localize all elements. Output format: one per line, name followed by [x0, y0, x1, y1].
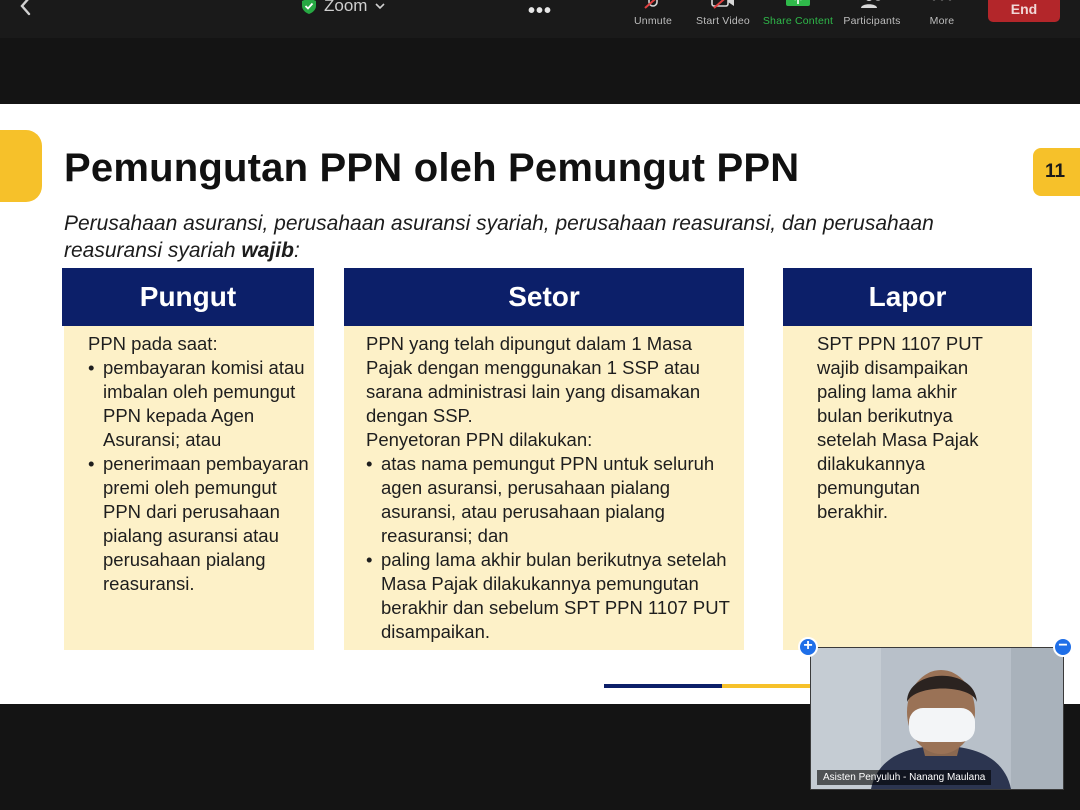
list-item: • pembayaran komisi atau imbalan oleh pemungut PPN kepada Agen Asuransi; atau: [88, 356, 310, 452]
decorative-bar-yellow: [722, 684, 812, 688]
column-setor: [344, 268, 744, 650]
column-heading-pungut: Pungut: [62, 268, 314, 326]
pungut-list: [88, 356, 310, 596]
share-screen-icon: [786, 0, 810, 10]
slide-accent-tab: [0, 130, 42, 202]
column-heading-setor: Setor: [344, 268, 744, 326]
start-video-button[interactable]: [692, 0, 754, 34]
shield-check-icon: [302, 0, 316, 14]
slide-intro: [64, 210, 1004, 264]
lapor-body: SPT PPN 1107 PUT wajib disampaikan paling lama akhir bulan berikutnya setelah Masa Pajak dilakukannya pemungutan berakhir.: [817, 333, 983, 522]
column-heading-lapor: Lapor: [783, 268, 1032, 326]
more-dots-icon: [930, 0, 954, 4]
chevron-down-icon: [375, 1, 385, 11]
intro-end: :: [293, 239, 300, 262]
start-video-label: Start Video: [696, 15, 750, 27]
more-button[interactable]: [926, 0, 958, 34]
back-arrow-icon[interactable]: [14, 0, 38, 18]
shared-slide: [0, 104, 1080, 704]
unmute-button[interactable]: [628, 0, 678, 34]
slide-title: Pemungutan PPN oleh Pemungut PPN: [64, 146, 800, 190]
expand-video-button[interactable]: +: [798, 637, 818, 657]
decorative-bar-navy: [604, 684, 722, 688]
participants-icon: [858, 0, 886, 10]
participant-name-tag: Asisten Penyuluh - Nanang Maulana: [817, 770, 991, 785]
intro-text: Perusahaan asuransi, perusahaan asuransi syariah, perusahaan reasuransi, dan perusahaan reasuransi syariah: [64, 212, 934, 262]
share-content-label: Share Content: [762, 15, 834, 27]
unmute-label: Unmute: [634, 15, 672, 27]
meeting-info-dropdown[interactable]: [302, 0, 385, 16]
list-item: • atas nama pemungut PPN untuk seluruh agen asuransi, perusahaan pialang asuransi, atau perusahaan pialang reasuransi; dan: [366, 452, 742, 548]
column-body-setor: [344, 326, 744, 650]
setor-list: [366, 452, 742, 644]
participants-label: Participants: [843, 15, 901, 27]
setor-para-1: PPN yang telah dipungut dalam 1 Masa Pajak dengan menggunakan 1 SSP atau sarana administrasi lain yang disamakan dengan SSP.: [366, 333, 701, 426]
participants-button[interactable]: [840, 0, 904, 34]
column-pungut: [62, 268, 314, 650]
meeting-toolbar: [0, 0, 1080, 38]
list-item: • paling lama akhir bulan berikutnya setelah Masa Pajak dilakukannya pemungutan berakhir dan sebelum SPT PPN 1107 PUT disampaikan.: [366, 548, 742, 644]
column-lapor: [783, 268, 1032, 650]
participant-video-tile[interactable]: [810, 647, 1064, 790]
minimize-video-button[interactable]: −: [1053, 637, 1073, 657]
participant-video-feed: [811, 648, 1063, 789]
pungut-lead: PPN pada saat:: [88, 333, 218, 354]
app-name: Zoom: [324, 0, 368, 15]
more-options-dots[interactable]: •••: [528, 0, 553, 22]
list-item: • penerimaan pembayaran premi oleh pemungut PPN dari perusahaan pialang asuransi atau perusahaan pialang reasuransi.: [88, 452, 310, 596]
column-body-pungut: [64, 326, 314, 650]
video-off-icon: [710, 0, 736, 12]
muted-mic-icon: [642, 0, 664, 14]
setor-para-2: Penyetoran PPN dilakukan:: [366, 429, 593, 450]
more-label: More: [929, 15, 955, 27]
end-meeting-button[interactable]: End: [988, 0, 1060, 22]
share-content-button[interactable]: [760, 0, 836, 34]
column-body-lapor: [783, 326, 1032, 650]
intro-bold-word: wajib: [241, 239, 294, 262]
slide-page-number: 11: [1033, 148, 1080, 196]
